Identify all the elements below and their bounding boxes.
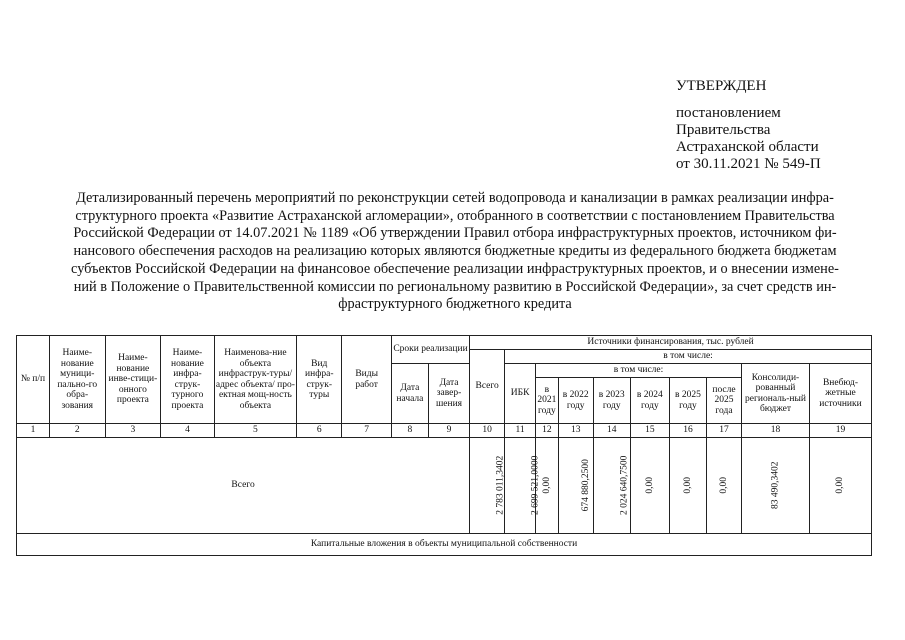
total-value: 2 783 011,3402	[495, 455, 506, 516]
header-2022: в 2022 году	[558, 378, 593, 424]
total-value: 674 880,2500	[580, 459, 591, 512]
title-line: Детализированный перечень мероприятий по реконструкции сетей водопровода и канализации в рамках реализации инфра-	[76, 190, 834, 206]
header-including: в том числе:	[505, 350, 872, 364]
col-number: 1	[17, 424, 50, 438]
approval-line: Правительства	[676, 122, 771, 138]
header-offbudget: Внебюд-жетные источники	[809, 364, 871, 424]
title-line: нансового обеспечения расходов на реализацию которых являются бюджетные кредиты из федерального бюджета бюджетам	[73, 243, 837, 260]
capital-row	[17, 534, 872, 556]
header-terms: Сроки реализации	[391, 336, 469, 364]
col-number: 19	[809, 424, 871, 438]
header-object: Наименова-ние объекта инфраструк-туры/ адрес объекта/ про-ектная мощ-ность объекта	[214, 336, 296, 424]
total-value-cell	[669, 438, 706, 534]
capital-label: Капитальные вложения в объекты муниципальной собственности	[17, 534, 872, 556]
total-value-cell	[742, 438, 810, 534]
col-number: 18	[742, 424, 810, 438]
document-title	[40, 190, 870, 314]
title-line: структурного проекта «Развитие Астраханской агломерации», отобранного в соответствии с постановлением Правительства	[75, 207, 835, 224]
column-number-row	[17, 424, 872, 438]
header-consolidated: Консолиди-рованный региональ-ный бюджет	[742, 364, 810, 424]
col-number: 2	[49, 424, 105, 438]
header-after-2025: после 2025 года	[706, 378, 741, 424]
header-start: Дата начала	[391, 364, 428, 424]
col-number: 3	[105, 424, 161, 438]
header-2025: в 2025 году	[669, 378, 706, 424]
header-investment-project: Наиме-нование инве-стици-онного проекта	[105, 336, 161, 424]
financing-table	[16, 335, 872, 556]
total-value-cell	[558, 438, 593, 534]
total-value-cell	[470, 438, 505, 534]
total-row	[17, 438, 872, 534]
header-num: № п/п	[17, 336, 50, 424]
title-line: субъектов Российской Федерации на финансовое обеспечение реализации инфраструктурных проектов, и о внесении измене-	[71, 260, 839, 277]
col-number: 12	[536, 424, 559, 438]
header-end: Дата завер-шения	[428, 364, 469, 424]
col-number: 8	[391, 424, 428, 438]
total-value: 0,00	[835, 477, 846, 494]
total-value-cell	[809, 438, 871, 534]
total-value: 2 699 521,0000	[530, 455, 541, 516]
approval-line: от 30.11.2021 № 549-П	[676, 156, 821, 172]
total-value: 2 024 640,7500	[619, 455, 630, 516]
approval-line: Астраханской области	[676, 139, 819, 155]
header-infra-project: Наиме-нование инфра-струк-турного проекта	[161, 336, 215, 424]
title-line: фраструктурного бюджетного кредита	[338, 296, 572, 313]
total-value: 0,00	[644, 477, 655, 494]
col-number: 14	[593, 424, 630, 438]
total-value: 83 490,3402	[770, 461, 781, 510]
total-value-cell	[630, 438, 669, 534]
approval-block	[676, 78, 821, 173]
header-2023: в 2023 году	[593, 378, 630, 424]
col-number: 6	[297, 424, 342, 438]
col-number: 13	[558, 424, 593, 438]
col-number: 9	[428, 424, 469, 438]
total-value-cell	[706, 438, 741, 534]
total-value-cell	[505, 438, 541, 534]
col-number: 10	[470, 424, 505, 438]
col-number: 11	[505, 424, 536, 438]
col-number: 7	[342, 424, 391, 438]
col-number: 17	[706, 424, 741, 438]
approval-heading: УТВЕРЖДЕН	[676, 78, 767, 94]
col-number: 15	[630, 424, 669, 438]
total-label: Всего	[17, 438, 470, 534]
header-works: Виды работ	[342, 336, 391, 424]
title-line: Российской Федерации от 14.07.2021 № 1189 «Об утверждении Правил отбора инфраструктурных проектов, источником фи-	[73, 225, 837, 242]
col-number: 4	[161, 424, 215, 438]
header-municipality: Наиме-нование муници-пально-го обра-зования	[49, 336, 105, 424]
total-value-cell	[593, 438, 630, 534]
approval-line: постановлением	[676, 105, 781, 121]
header-total: Всего	[470, 350, 505, 424]
header-2021: в 2021 году	[536, 378, 559, 424]
header-sources: Источники финансирования, тыс. рублей	[470, 336, 872, 350]
header-2024: в 2024 году	[630, 378, 669, 424]
title-line: ний в Положение о Правительственной комиссии по региональному развитию в Российской Федерации», за счет средств ин-	[73, 278, 837, 295]
header-including-2: в том числе:	[536, 364, 742, 378]
total-value: 0,00	[541, 477, 552, 494]
col-number: 16	[669, 424, 706, 438]
total-value: 0,00	[682, 477, 693, 494]
col-number: 5	[214, 424, 296, 438]
header-infra-type: Вид инфра-струк-туры	[297, 336, 342, 424]
header-ibk: ИБК	[505, 364, 536, 424]
total-value: 0,00	[718, 477, 729, 494]
